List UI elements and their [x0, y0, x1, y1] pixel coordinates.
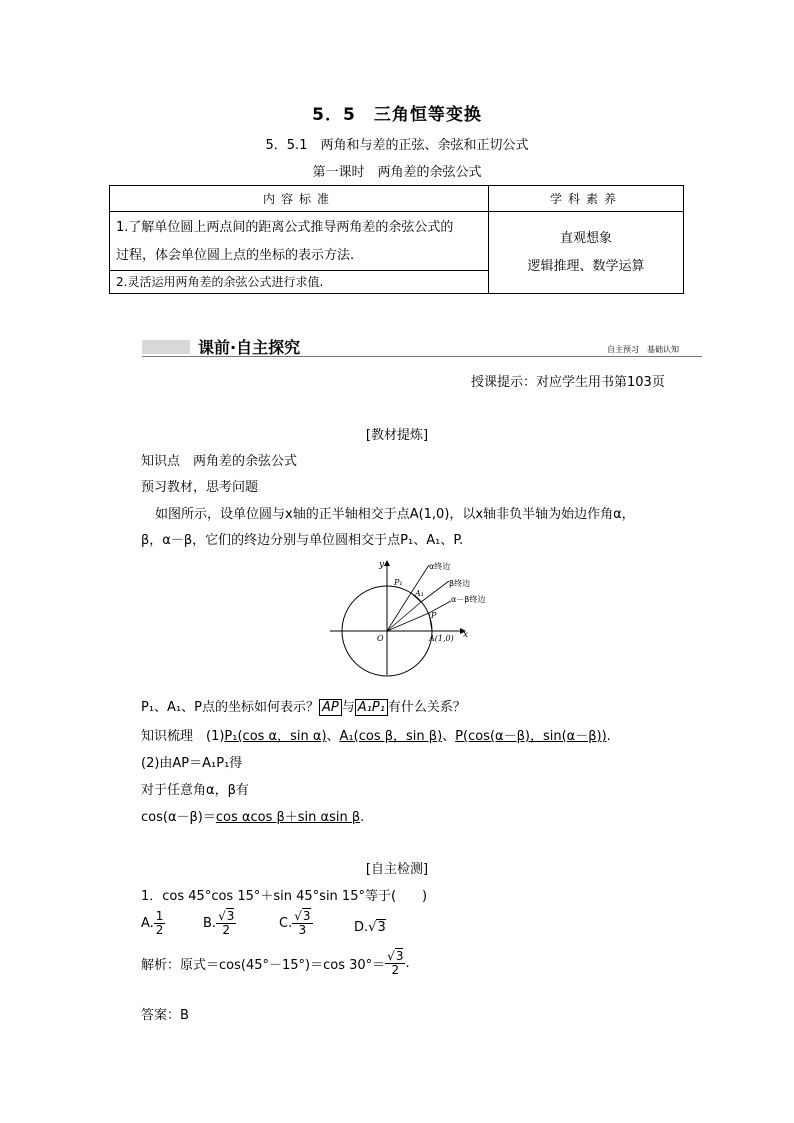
formula-rhs: cos αcos β＋sin αsin β	[215, 810, 361, 825]
point-a-label: A(1,0)	[429, 634, 454, 643]
option-a-value	[154, 910, 166, 937]
origin-label: O	[377, 634, 384, 643]
content-standard-header: 内容标准	[110, 186, 489, 212]
paragraph-line-1: 如图所示，设单位圆与x轴的正半轴相交于点A(1,0)，以x轴非负半轴为始边作角α，	[155, 507, 635, 522]
coord-p: P(cos(α－β)，sin(α－β))	[455, 729, 607, 744]
any-angle-line: 对于任意角α，β有	[141, 783, 249, 798]
y-axis-label: y	[379, 560, 385, 570]
question-line	[141, 696, 466, 715]
textbook-heading: [教材提炼]	[365, 428, 429, 443]
option-b-value	[216, 910, 236, 937]
alpha-side-label: α终边	[429, 562, 451, 571]
page-title: 5．5 三角恒等变换	[312, 105, 482, 125]
teaching-hint: 授课提示：对应学生用书第103页	[471, 375, 665, 390]
solution-line	[141, 950, 410, 988]
standard-row-2: 2.灵活运用两角差的余弦公式进行求值.	[110, 271, 489, 294]
option-b-letter: B.	[203, 916, 217, 931]
solution-value	[385, 950, 405, 977]
option-d-radicand: 3	[377, 920, 386, 935]
literacy-cell	[489, 212, 684, 294]
section-subtitle: 5．5.1 两角和与差的正弦、余弦和正切公式	[265, 138, 529, 153]
coord-p1: P₁(cos α，sin α)	[224, 729, 327, 744]
difference-terminal-side	[387, 613, 429, 631]
point-p1-label: P₁	[394, 578, 403, 587]
separator: 、	[442, 729, 456, 744]
point-a1-label: A₁	[415, 589, 424, 598]
section-divider	[142, 356, 702, 357]
preview-instruction: 预习教材，思考问题	[141, 480, 259, 495]
section-bar	[142, 340, 190, 354]
unit-circle-figure	[325, 555, 500, 680]
knowledge-sort-line	[141, 725, 611, 744]
standards-table	[109, 185, 684, 294]
x-axis-label: x	[463, 630, 469, 640]
vector-a1p1: A₁P₁	[355, 699, 388, 716]
option-a	[141, 910, 165, 946]
option-c-radicand: 3	[302, 909, 311, 923]
formula-line	[141, 806, 364, 825]
solution-radicand: 3	[395, 949, 404, 963]
point-p-label: P	[431, 611, 437, 620]
sqrt-icon: √	[294, 909, 302, 923]
self-test-heading: [自主检测]	[365, 862, 429, 877]
step-2: (2)由AP＝A₁P₁得	[141, 756, 243, 771]
option-a-letter: A.	[141, 916, 154, 931]
formula-end: .	[360, 810, 365, 825]
option-c-denominator: 3	[298, 923, 307, 937]
standard-row-1-line-1: 1.了解单位圆上两点间的距离公式推导两角差的余弦公式的	[116, 220, 454, 235]
solution-text: 解析：原式＝cos(45°－15°)＝cos 30°＝	[141, 958, 386, 973]
separator: 、	[326, 729, 340, 744]
vector-ap: AP	[319, 699, 342, 716]
option-a-denominator: 2	[155, 923, 164, 937]
standard-row-1	[110, 212, 489, 271]
option-c	[279, 910, 313, 946]
question-suffix: 有什么关系？	[387, 700, 466, 715]
knowledge-point: 知识点 两角差的余弦公式	[141, 454, 298, 469]
literacy-2: 逻辑推理、数学运算	[527, 258, 645, 274]
option-d-letter: D.	[354, 920, 369, 935]
solution-end: .	[405, 956, 410, 971]
question-prefix: P₁、A₁、P点的坐标如何表示？	[141, 700, 319, 715]
difference-side-label: α－β终边	[451, 595, 486, 604]
formula-lhs: cos(α－β)＝	[141, 810, 216, 825]
option-c-letter: C.	[279, 916, 293, 931]
sort-end: .	[606, 729, 611, 744]
option-c-value	[292, 910, 312, 937]
sqrt-icon: √	[387, 949, 395, 963]
question-mid: 与	[341, 700, 355, 715]
literacy-1: 直观想象	[559, 230, 612, 246]
option-d	[354, 920, 386, 935]
beta-terminal-extension	[421, 581, 449, 602]
option-a-numerator: 1	[155, 909, 164, 923]
sqrt-icon: √	[368, 920, 377, 935]
option-b	[203, 910, 236, 946]
option-c-numerator	[292, 910, 312, 924]
solution-numerator	[385, 950, 405, 964]
section-title: 课前·自主探究	[198, 338, 301, 357]
option-b-denominator: 2	[222, 923, 231, 937]
lesson-subtitle: 第一课时 两角差的余弦公式	[312, 165, 482, 180]
option-b-radicand: 3	[226, 909, 235, 923]
beta-side-label: β终边	[449, 579, 471, 588]
paragraph-line-2: β，α－β，它们的终边分别与单位圆相交于点P₁、A₁、P.	[141, 533, 464, 548]
section-tag: 自主预习 基础认知	[607, 345, 679, 354]
alpha-terminal-side	[387, 593, 411, 631]
solution-denominator: 2	[391, 963, 400, 977]
answer-line: 答案：B	[141, 1008, 189, 1023]
sqrt-icon: √	[218, 909, 226, 923]
standard-row-1-line-2: 过程，体会单位圆上点的坐标的表示方法.	[116, 248, 355, 263]
beta-terminal-side	[387, 602, 421, 631]
question-1: 1．cos 45°cos 15°＋sin 45°sin 15°等于( )	[141, 889, 428, 904]
sort-label: 知识梳理 (1)	[141, 729, 225, 744]
subject-literacy-header: 学科素养	[489, 186, 684, 212]
coord-a1: A₁(cos β，sin β)	[339, 729, 443, 744]
option-b-numerator	[216, 910, 236, 924]
